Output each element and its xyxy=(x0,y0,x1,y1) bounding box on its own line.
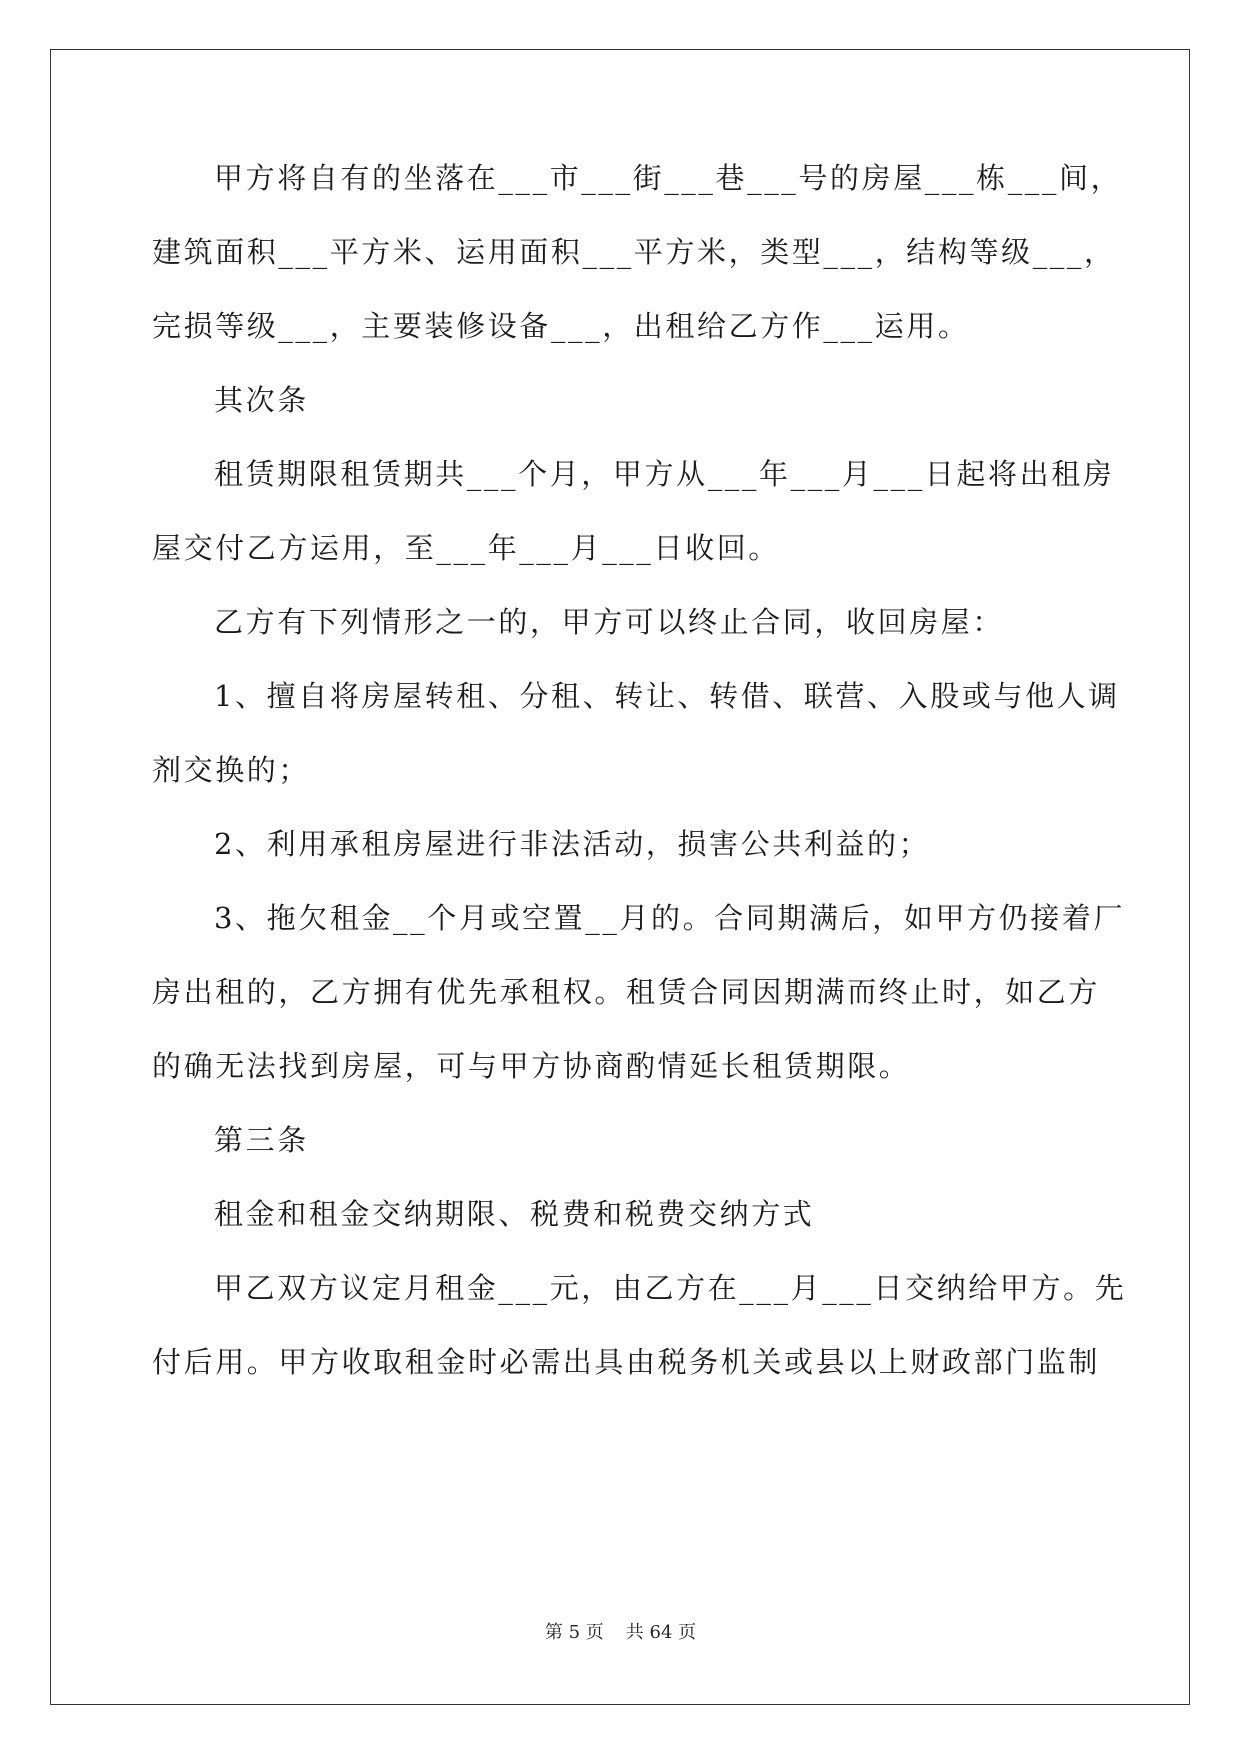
section-heading-2: 其次条 xyxy=(214,383,309,417)
text-line-6: 屋交付乙方运用，至___年___月___日收回。 xyxy=(152,531,780,565)
list-item-1-line-2: 剂交换的； xyxy=(152,753,311,787)
page-footer xyxy=(0,1622,1241,1644)
text-line-7: 乙方有下列情形之一的，甲方可以终止合同，收回房屋： xyxy=(214,605,1005,639)
list-item-2: 2、利用承租房屋进行非法活动，损害公共利益的； xyxy=(214,827,931,861)
text-line-2: 建筑面积___平方米、运用面积___平方米，类型___，结构等级___， xyxy=(152,235,1116,269)
list-item-1-line-1: 1、擅自将房屋转租、分租、转让、转借、联营、入股或与他人调 xyxy=(214,679,1120,713)
list-item-3-line-3: 的确无法找到房屋，可与甲方协商酌情延长租赁期限。 xyxy=(152,1049,911,1083)
text-line-3: 完损等级___，主要装修设备___，出租给乙方作___运用。 xyxy=(152,309,970,343)
section-heading-3: 第三条 xyxy=(214,1123,309,1157)
text-line-16: 甲乙双方议定月租金___元，由乙方在___月___日交纳给甲方。先 xyxy=(214,1271,1127,1305)
page-total: 共 64 页 xyxy=(625,1622,697,1643)
page-number: 第 5 页 xyxy=(544,1622,604,1643)
section-subheading: 租金和租金交纳期限、税费和税费交纳方式 xyxy=(214,1197,815,1231)
text-line-17: 付后用。甲方收取租金时必需出具由税务机关或县以上财政部门监制 xyxy=(152,1345,1101,1379)
list-item-3-line-2: 房出租的，乙方拥有优先承租权。租赁合同因期满而终止时，如乙方 xyxy=(152,975,1101,1009)
list-item-3-line-1: 3、拖欠租金__个月或空置__月的。合同期满后，如甲方仍接着厂 xyxy=(214,901,1126,935)
text-line-5: 租赁期限租赁期共___个月，甲方从___年___月___日起将出租房 xyxy=(214,457,1115,491)
page-border xyxy=(50,49,1190,1705)
text-line-1: 甲方将自有的坐落在___市___街___巷___号的房屋___栋___间， xyxy=(214,161,1123,195)
